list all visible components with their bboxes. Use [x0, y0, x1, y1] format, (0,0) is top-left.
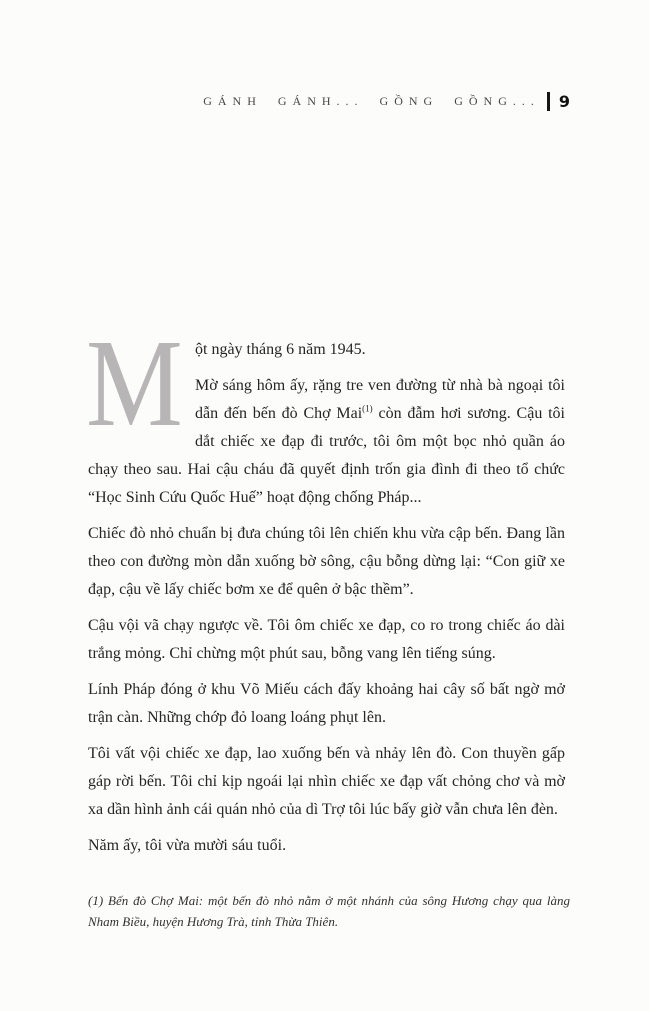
page-body — [86, 315, 565, 868]
opening-section — [86, 315, 565, 512]
drop-cap — [86, 315, 185, 453]
paragraph-text: Mờ sáng hôm ấy, rặng tre ven đường từ nhà bà ngoại tôi dẫn đến bến đò Chợ Mai — [195, 377, 565, 422]
paragraph: Tôi vất vội chiếc xe đạp, lao xuống bến và nhảy lên đò. Con thuyền gấp gáp rời bến. Tôi chỉ kịp ngoái lại nhìn chiếc xe đạp vất chỏng chơ và mờ xa dần hình ảnh cái quán nhỏ của dì Trợ tôi lúc bấy giờ vẫn chưa lên đèn. — [88, 745, 565, 818]
running-header — [0, 92, 570, 111]
paragraph-opening: ột ngày tháng 6 năm 1945. — [195, 341, 366, 358]
header-separator-bar — [547, 92, 550, 111]
paragraph: Cậu vội vã chạy ngược về. Tôi ôm chiếc xe đạp, co ro trong chiếc áo dài trắng mỏng. Chỉ chừng một phút sau, bỗng vang lên tiếng súng. — [88, 617, 565, 662]
paragraph: Năm ấy, tôi vừa mười sáu tuổi. — [88, 837, 287, 854]
drop-cap-letter: M — [86, 315, 183, 453]
running-title: GÁNH GÁNH... GỒNG GỒNG... — [203, 94, 540, 108]
footnote: (1) Bến đò Chợ Mai: một bến đò nhỏ nằm ở một nhánh của sông Hương chạy qua làng Nham Biều, huyện Hương Trà, tỉnh Thừa Thiên. — [88, 893, 570, 929]
paragraph-text: còn đẫm hơi sương. Cậu tôi dắt chiếc xe đạp đi trước, tôi ôm một bọc nhỏ quần áo chạy theo sau. Hai cậu cháu đã quyết định trốn gia đình đi theo tổ chức “Học Sinh Cứu Quốc Huế” hoạt động chống Pháp... — [88, 405, 565, 506]
page-number: 9 — [558, 92, 570, 111]
paragraph: Lính Pháp đóng ở khu Võ Miếu cách đấy khoảng hai cây số bất ngờ mở trận càn. Những chớp đỏ loang loáng phụt lên. — [88, 681, 565, 726]
paragraph: Chiếc đò nhỏ chuẩn bị đưa chúng tôi lên chiến khu vừa cập bến. Đang lần theo con đường mòn dẫn xuống bờ sông, cậu bỗng dừng lại: “Con giữ xe đạp, cậu về lấy chiếc bơm xe để quên ở bậc thềm”. — [88, 525, 565, 598]
footnote-marker: (1) — [362, 403, 373, 414]
